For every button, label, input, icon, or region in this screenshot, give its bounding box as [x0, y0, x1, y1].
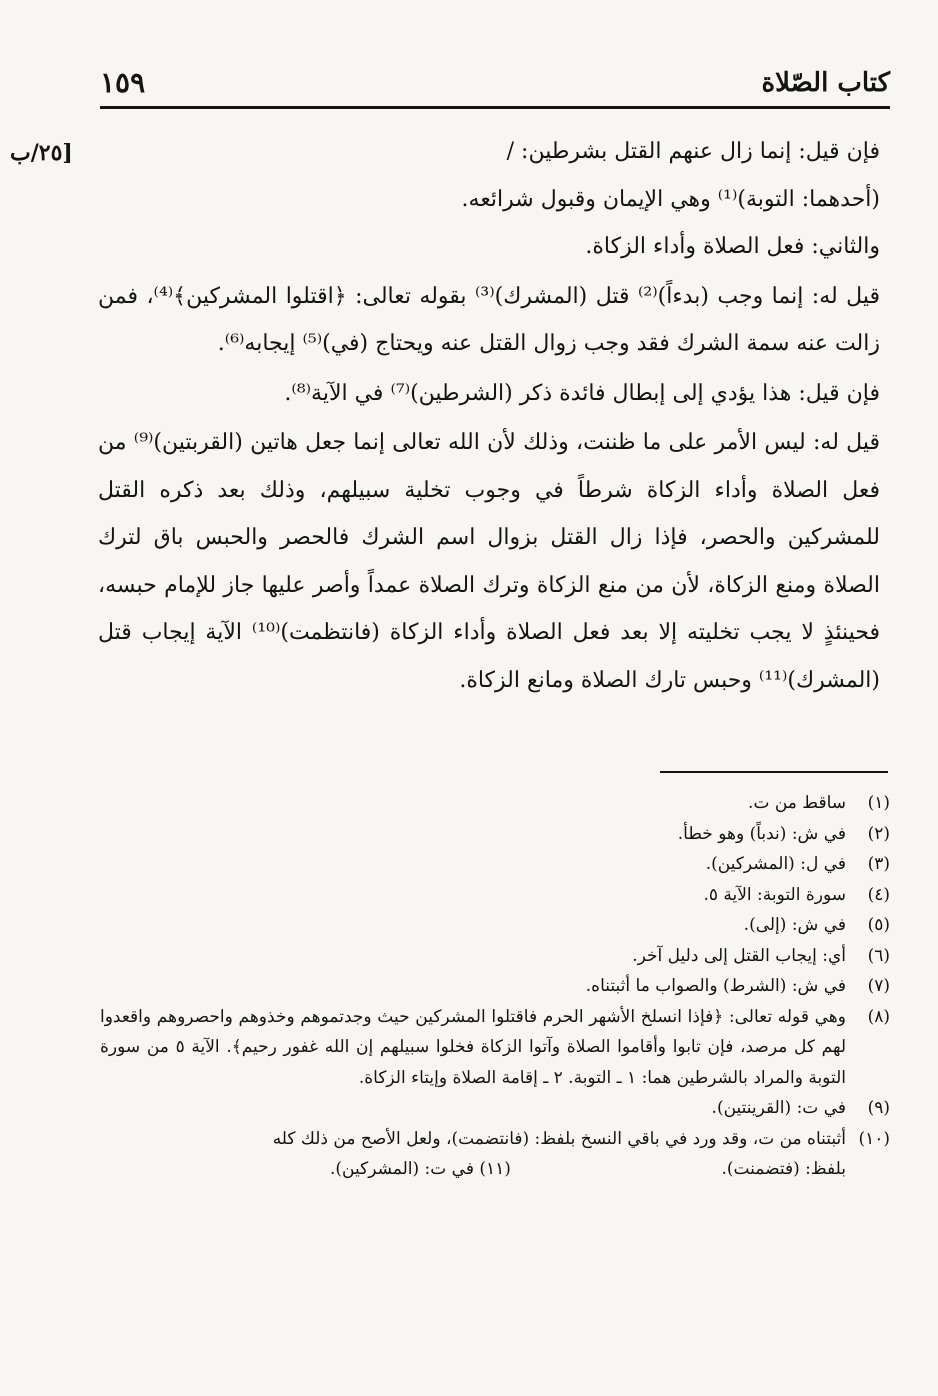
footnote [100, 1124, 890, 1155]
footnote-number: (١٠) [858, 1128, 890, 1149]
footnote-text: في ت: (القرينتين). [711, 1098, 846, 1118]
paragraph-objection-2: فإن قيل: هذا يؤدي إلى إبطال فائدة ذكر (الشرطين)⁽⁷⁾ في الآية⁽⁸⁾. [284, 380, 880, 406]
footnote [100, 941, 890, 972]
footnote-number: (٣) [867, 854, 890, 874]
footnote-text: وهي قوله تعالى: ﴿فإذا انسلخ الأشهر الحرم فاقتلوا المشركين حيث وجدتموهم وخذوهم واحصروهم واقعدوا لهم كل مرصد، فإن تابوا وأقاموا الصلاة وآتوا الزكاة فخلوا سبيلهم إن الله غفور رحيم﴾. الآية ٥ من سورة التوبة والمراد بالشرطين هما: ١ ـ التوبة. ٢ ـ إقامة الصلاة وإيتاء الزكاة. [100, 1006, 846, 1088]
footnote-separator [660, 771, 888, 773]
footnote [100, 1002, 890, 1094]
footnote-text: سورة التوبة: الآية ٥. [703, 884, 846, 905]
footnote [100, 1093, 890, 1124]
footnote-text: في ش: (إلى). [743, 915, 846, 935]
page-header [100, 66, 890, 106]
page-number: ١٥٩ [100, 66, 146, 99]
footnote-text: ساقط من ت. [748, 793, 846, 813]
footnote-text: في ل: (المشركين). [705, 854, 846, 874]
footnote [100, 880, 890, 911]
footnote [100, 819, 890, 850]
paragraph-first-condition: (أحدهما: التوبة)⁽¹⁾ وهي الإيمان وقبول شرائعه. [461, 186, 880, 212]
footnote-number: (٢) [867, 823, 890, 844]
paragraph-reply-2: قيل له: ليس الأمر على ما ظننت، وذلك لأن الله تعالى إنما جعل هاتين (القربتين)⁽⁹⁾ من فعل الصلاة وأداء الزكاة شرطاً في وجوب تخلية سبيلهم، وذلك بعد ذكره القتل للمشركين والحصر، فإذا زال القتل بزوال اسم الشرك فالحصر والحبس باق لترك الصلاة ومنع الزكاة، لأن من منع الزكاة وترك الصلاة عمداً وأصر عليها جاز للإمام حبسه، فحينئذٍ لا يجب تخليته إلا بعد فعل الصلاة وأداء الزكاة (فانتظمت)⁽¹⁰⁾ الآية إيجاب قتل (المشرك)⁽¹¹⁾ وحبس تارك الصلاة ومانع الزكاة. [98, 430, 880, 693]
footnote-number: (٥) [867, 915, 890, 935]
paragraph-objection-1: فإن قيل: إنما زال عنهم القتل بشرطين: / [506, 139, 880, 164]
footnotes [100, 788, 890, 1185]
footnote-text: أثبتناه من ت، وقد ورد في باقي النسخ بلفظ: (فانتضمت)، ولعل الأصح من ذلك كله [272, 1128, 846, 1149]
footnote [100, 971, 890, 1002]
footnote-number: (٦) [867, 945, 890, 966]
footnote-continuation [100, 1154, 890, 1185]
header-rule [100, 106, 890, 109]
footnote-number: (٩) [867, 1098, 890, 1118]
footnote-inline: (١١) في ت: (المشركين). [330, 1159, 511, 1179]
footnote-number: (٤) [867, 884, 890, 905]
footnote-text: في ش: (الشرط) والصواب ما أثبتناه. [585, 976, 846, 996]
paragraph-reply-1: قيل له: إنما وجب (بدءاً)⁽²⁾ قتل (المشرك)⁽³⁾ بقوله تعالى: ﴿اقتلوا المشركين﴾⁽⁴⁾، فمن زالت عنه سمة الشرك فقد وجب زوال القتل عنه ويحتاج (في)⁽⁵⁾ إيجابه⁽⁶⁾. [98, 283, 880, 356]
footnote-text: بلفظ: (فتضمنت). [721, 1159, 846, 1179]
footnote-number: (١) [867, 793, 890, 813]
footnote [100, 788, 890, 819]
footnote [100, 910, 890, 941]
footnote-text: أي: إيجاب القتل إلى دليل آخر. [632, 945, 846, 966]
manuscript-folio-marker: [٢٥/ب [10, 140, 73, 166]
footnote-text: في ش: (ندباً) وهو خطأ. [677, 823, 846, 844]
footnote-number: (٧) [867, 976, 890, 996]
footnote-number: (٨) [867, 1006, 890, 1027]
running-title: كتاب الصّلاة [761, 68, 890, 98]
footnote [100, 849, 890, 880]
paragraph-second-condition: والثاني: فعل الصلاة وأداء الزكاة. [585, 234, 880, 259]
main-text [98, 128, 890, 704]
